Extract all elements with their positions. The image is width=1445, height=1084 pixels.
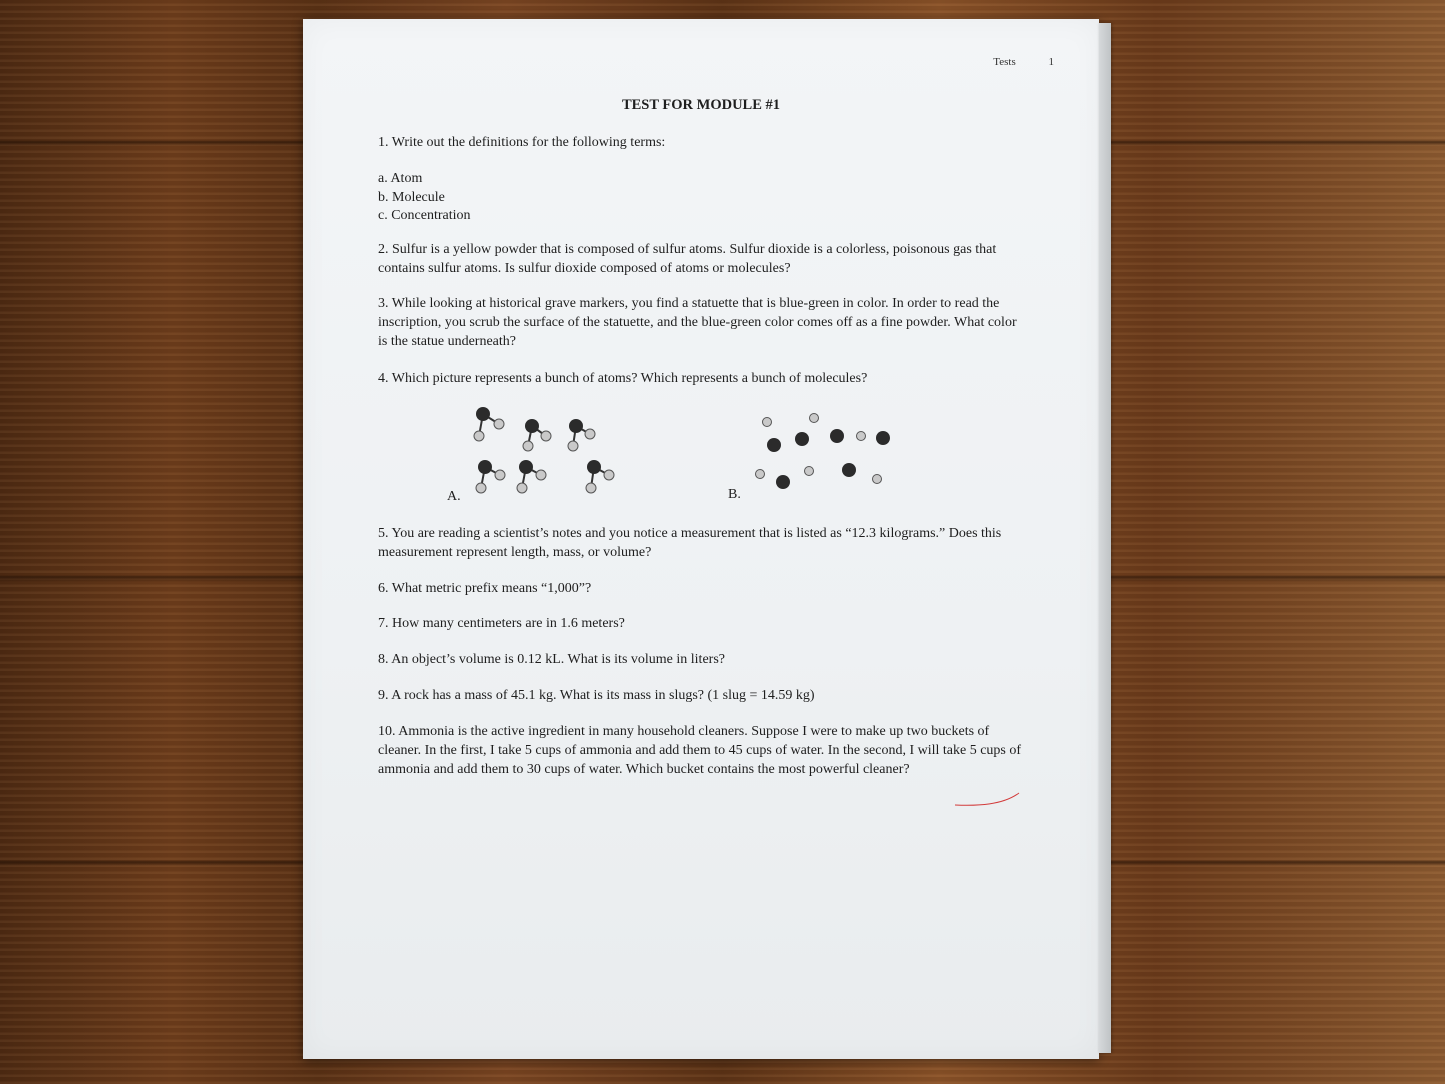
question-8: 8. An object’s volume is 0.12 kL. What is its volume in liters? bbox=[378, 652, 725, 667]
molecule bbox=[474, 407, 504, 441]
question-10: 10. Ammonia is the active ingredient in many household cleaners. Suppose I were to make up two buckets of cleaner. In the first, I take 5 cups of ammonia and add them to 45 cups of water. In the second, I will take 5 cups of ammonia and add them to 30 cups of water. Which bucket contains the most powerful cleaner? bbox=[378, 724, 1022, 777]
test-page bbox=[303, 19, 1099, 1059]
running-header bbox=[993, 56, 1054, 68]
atom bbox=[810, 414, 819, 423]
atom bbox=[795, 432, 809, 446]
question-5: 5. You are reading a scientist’s notes and you notice a measurement that is listed as “12.3 kilograms.” Does this measurement represent length, mass, or volume? bbox=[378, 526, 1002, 560]
atom bbox=[805, 467, 814, 476]
page-number: 1 bbox=[1048, 56, 1054, 68]
molecule bbox=[568, 419, 595, 451]
term-molecule: b. Molecule bbox=[378, 189, 445, 205]
atoms-molecules-figure bbox=[443, 404, 923, 514]
molecule bbox=[586, 460, 614, 493]
atom bbox=[842, 463, 856, 477]
atom bbox=[767, 438, 781, 452]
figure-label-b: B. bbox=[728, 487, 741, 502]
question-2: 2. Sulfur is a yellow powder that is composed of sulfur atoms. Sulfur dioxide is a colorless, poisonous gas that contains sulfur atoms. Is sulfur dioxide composed of atoms or molecules? bbox=[378, 242, 997, 276]
atom bbox=[873, 475, 882, 484]
question-1: 1. Write out the definitions for the following terms: bbox=[378, 135, 666, 150]
molecule bbox=[517, 460, 546, 493]
atom bbox=[830, 429, 844, 443]
question-4: 4. Which picture represents a bunch of atoms? Which represents a bunch of molecules? bbox=[378, 371, 868, 386]
question-6: 6. What metric prefix means “1,000”? bbox=[378, 581, 592, 596]
header-section: Tests bbox=[993, 56, 1016, 68]
atom bbox=[776, 475, 790, 489]
term-concentration: c. Concentration bbox=[378, 208, 471, 223]
red-ink-mark bbox=[953, 789, 1023, 809]
molecule bbox=[476, 460, 505, 493]
question-9: 9. A rock has a mass of 45.1 kg. What is its mass in slugs? (1 slug = 14.59 kg) bbox=[378, 688, 815, 703]
page-title: TEST FOR MODULE #1 bbox=[621, 97, 781, 113]
atom bbox=[763, 418, 772, 427]
picture-a-molecules bbox=[474, 407, 614, 493]
page-stack-edge bbox=[1099, 23, 1111, 1053]
term-atom: a. Atom bbox=[378, 171, 423, 186]
molecule bbox=[523, 419, 551, 451]
term-list bbox=[378, 170, 471, 226]
figure-label-a: A. bbox=[447, 489, 461, 504]
question-3: 3. While looking at historical grave markers, you find a statuette that is blue-green in color. In order to read the inscription, you scrub the surface of the statuette, and the blue-green color comes off as a fine powder. What color is the statue underneath? bbox=[378, 296, 1017, 349]
atom bbox=[756, 470, 765, 479]
question-7: 7. How many centimeters are in 1.6 meters? bbox=[378, 616, 625, 631]
atom bbox=[876, 431, 890, 445]
picture-b-atoms bbox=[756, 414, 891, 490]
atom bbox=[857, 432, 866, 441]
